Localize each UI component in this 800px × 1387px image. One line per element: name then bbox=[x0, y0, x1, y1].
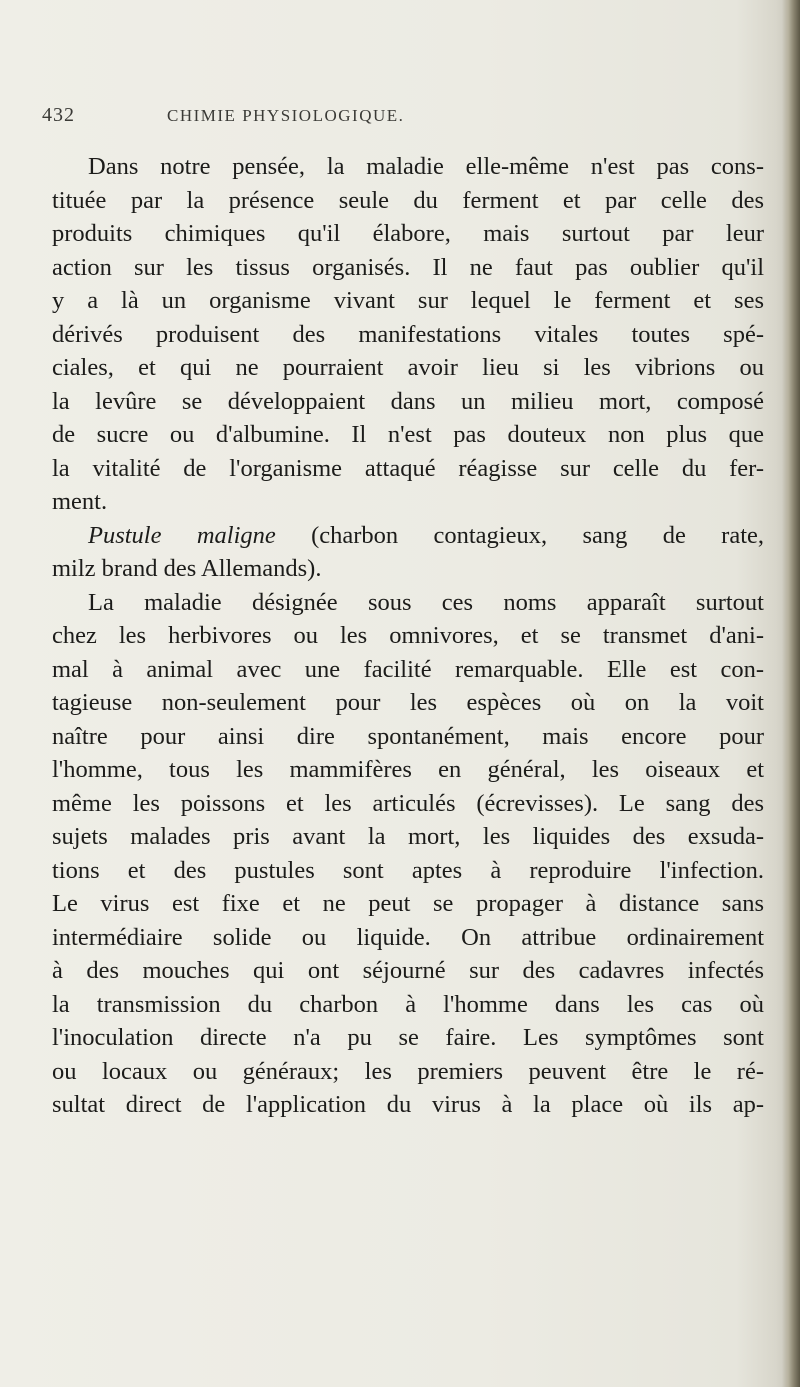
section-heading-line bbox=[52, 519, 764, 553]
page-header bbox=[42, 104, 762, 134]
text-line: tagieuse non-seulement pour les espèces où on la voit bbox=[52, 689, 764, 716]
text-line: de sucre ou d'albumine. Il n'est pas douteux non plus que bbox=[52, 421, 764, 448]
section-heading-term: Pustule maligne bbox=[88, 521, 276, 549]
text-line: à des mouches qui ont séjourné sur des cadavres infectés bbox=[52, 957, 764, 984]
text-line: ou locaux ou généraux; les premiers peuvent être le ré- bbox=[52, 1057, 764, 1085]
section-heading-rest: (charbon contagieux, sang de rate, bbox=[275, 521, 764, 549]
text-line: la levûre se développaient dans un milieu mort, composé bbox=[52, 387, 764, 415]
text-line: action sur les tissus organisés. Il ne faut pas oublier qu'il bbox=[52, 253, 764, 281]
text-line: naître pour ainsi dire spontanément, mais encore pour bbox=[52, 722, 764, 750]
text-line: la transmission du charbon à l'homme dans les cas où bbox=[52, 990, 764, 1018]
page-number: 432 bbox=[42, 104, 75, 126]
page-edge-shadow bbox=[782, 0, 800, 1387]
text-line: sultat direct de l'application du virus à la place où ils ap- bbox=[52, 1091, 764, 1118]
text-line: l'inoculation directe n'a pu se faire. Les symptômes sont bbox=[52, 1024, 764, 1051]
text-line: intermédiaire solide ou liquide. On attribue ordinairement bbox=[52, 923, 764, 951]
text-line: mal à animal avec une facilité remarquable. Elle est con- bbox=[52, 655, 764, 683]
running-head: CHIMIE PHYSIOLOGIQUE. bbox=[167, 106, 405, 125]
text-line: produits chimiques qu'il élabore, mais surtout par leur bbox=[52, 220, 764, 247]
text-line: ment. bbox=[52, 488, 108, 515]
text-line: même les poissons et les articulés (écrevisses). Le sang des bbox=[52, 789, 764, 817]
text-line: tituée par la présence seule du ferment et par celle des bbox=[52, 186, 764, 214]
text-line: ciales, et qui ne pourraient avoir lieu si les vibrions ou bbox=[52, 354, 764, 381]
text-line: l'homme, tous les mammifères en général, les oiseaux et bbox=[52, 756, 764, 783]
text-line: tions et des pustules sont aptes à reproduire l'infection. bbox=[52, 856, 764, 884]
text-line: Dans notre pensée, la maladie elle-même n'est pas cons- bbox=[88, 153, 764, 180]
text-line: milz brand des Allemands). bbox=[52, 555, 322, 582]
text-line: La maladie désignée sous ces noms apparaît surtout bbox=[88, 588, 764, 616]
text-line: la vitalité de l'organisme attaqué réagisse sur celle du fer- bbox=[52, 454, 764, 482]
text-line: chez les herbivores ou les omnivores, et se transmet d'ani- bbox=[52, 622, 764, 649]
text-line: Le virus est fixe et ne peut se propager à distance sans bbox=[52, 890, 764, 917]
text-line: y a là un organisme vivant sur lequel le ferment et ses bbox=[52, 287, 764, 314]
text-line: dérivés produisent des manifestations vitales toutes spé- bbox=[52, 320, 764, 348]
body-text bbox=[52, 150, 764, 1122]
text-line: sujets malades pris avant la mort, les liquides des exsuda- bbox=[52, 823, 764, 850]
